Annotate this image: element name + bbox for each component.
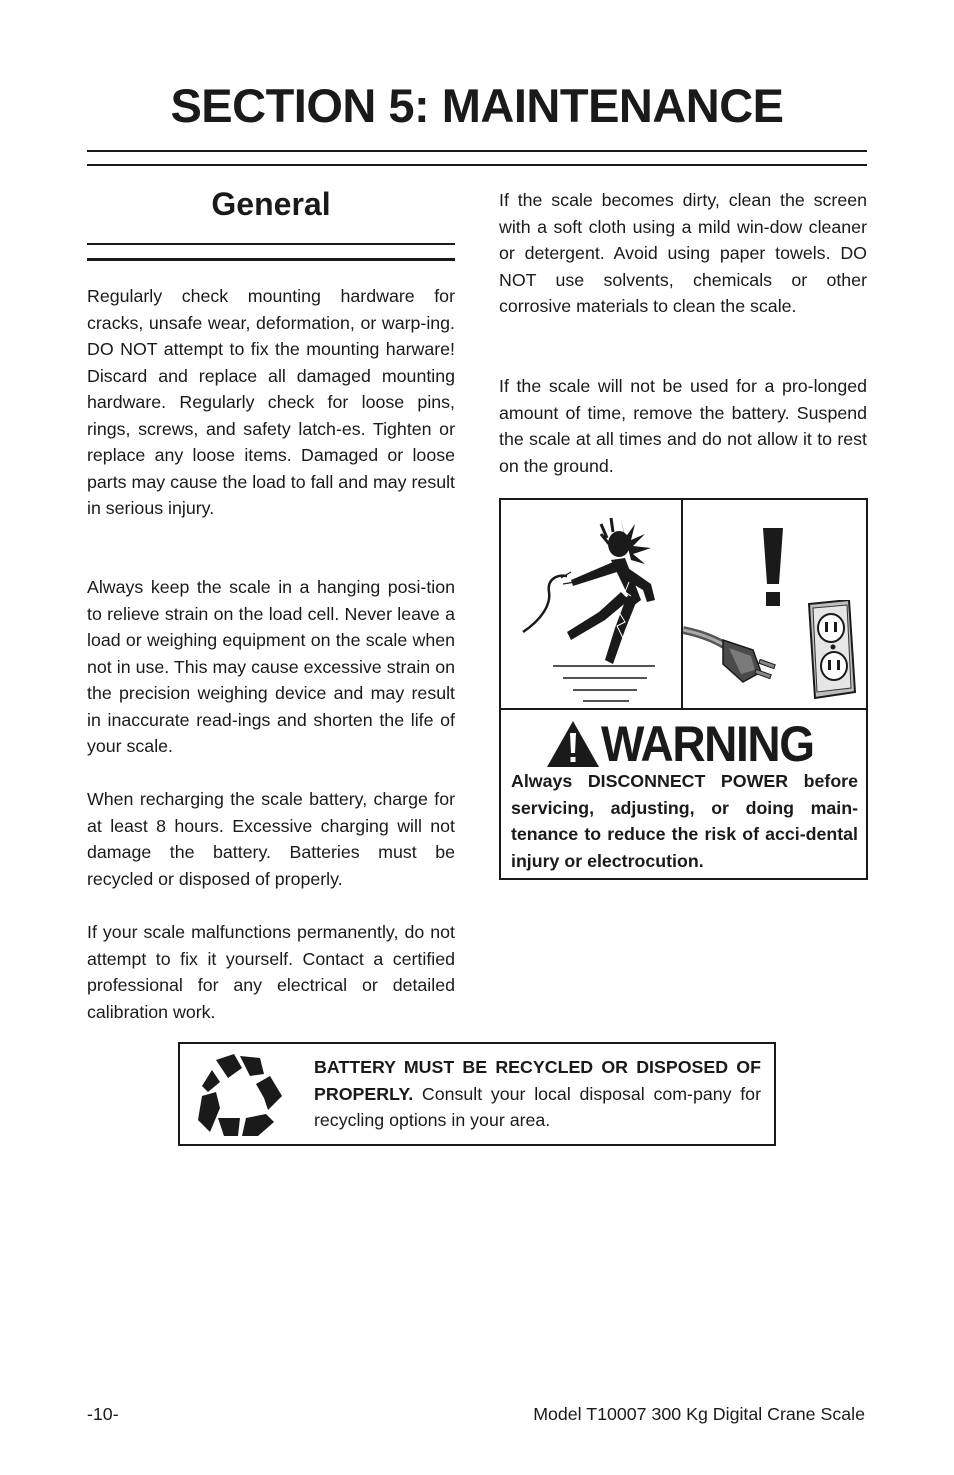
footer-model: Model T10007 300 Kg Digital Crane Scale xyxy=(533,1404,865,1424)
electrocution-icon xyxy=(501,500,681,708)
subsection-rule-top xyxy=(87,243,455,245)
warning-triangle-icon xyxy=(545,719,601,769)
warning-heading xyxy=(545,718,832,770)
page-number: -10- xyxy=(87,1404,119,1424)
title-rule-top xyxy=(87,150,867,152)
paragraph-hardware: Regularly check mounting hardware for cracks, unsafe wear, deformation, or warp-ing. DO NOT attempt to fix the mounting harware! Discard and replace all damaged mounting hardware. Regularly check for loose pins, rings, screws, and safety latch-es. Tighten or replace any loose items. Damaged or loose parts may cause the load to fall and may result in serious injury. xyxy=(87,286,455,518)
paragraph-malfunction: If your scale malfunctions permanently, do not attempt to fix it yourself. Contact a certified professional for any electrical or detailed calibration work. xyxy=(87,922,455,1022)
paragraph-battery: When recharging the scale battery, charge for at least 8 hours. Excessive charging will not damage the battery. Batteries must be recycled or disposed of properly. xyxy=(87,789,455,889)
recycle-notice-body: Consult your local disposal com-pany for recycling options in your area. xyxy=(314,1083,761,1130)
warning-box xyxy=(499,498,868,880)
recycle-icon xyxy=(194,1052,286,1138)
recycle-notice-box xyxy=(178,1042,776,1146)
paragraph-hanging: Always keep the scale in a hanging posi-tion to relieve strain on the load cell. Never leave a load or weighing equipment on the scale when not in use. This may cause excessive strain on the precision weighing device and may result in inaccurate read-ings and shorten the life of your scale. xyxy=(87,577,455,756)
recycle-notice-bold: BATTERY MUST BE RECYCLED OR DISPOSED OF PROPERLY. xyxy=(314,1057,761,1104)
paragraph-cleaning: If the scale becomes dirty, clean the screen with a soft cloth using a mild win-dow cleaner or detergent. Avoid using paper towels. DO NOT use solvents, chemicals or other corrosive materials to clean the scale. xyxy=(499,190,867,316)
warning-heading-text: WARNING xyxy=(601,716,814,772)
paragraph-storage: If the scale will not be used for a pro-longed amount of time, remove the battery. Suspend the scale at all times and do not allow it to rest on the ground. xyxy=(499,376,867,476)
subsection-title: General xyxy=(211,186,331,222)
wall-outlet-icon xyxy=(803,600,859,700)
title-rule-bottom xyxy=(87,164,867,166)
recycle-notice-text xyxy=(314,1054,761,1134)
subsection-rule-bottom xyxy=(87,258,455,261)
exclamation-icon xyxy=(753,524,793,614)
power-plug-icon xyxy=(683,610,793,690)
section-title: SECTION 5: MAINTENANCE xyxy=(170,79,784,132)
warning-graphics xyxy=(501,500,866,710)
warning-body: Always DISCONNECT POWER before servicing, adjusting, or doing main-tenance to reduce the risk of acci-dental injury or electrocution. xyxy=(511,771,858,871)
